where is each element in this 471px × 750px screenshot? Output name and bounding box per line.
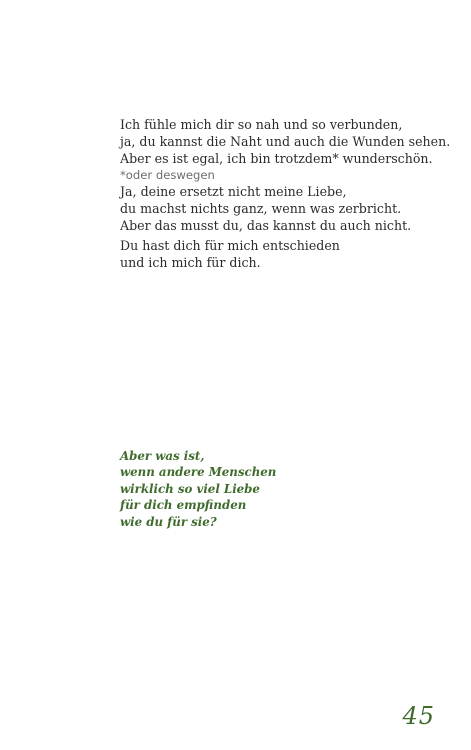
poem-line: Du hast dich für mich entschieden	[120, 238, 340, 253]
question-line: Aber was ist,	[120, 449, 205, 463]
poem-line: du machst nichts ganz, wenn was zerbricht.	[120, 200, 402, 216]
poem-line: Ich fühle mich dir so nah und so verbunden,	[120, 117, 403, 132]
poem-line: ja, du kannst die Naht und auch die Wunden sehen.	[120, 133, 451, 149]
question-line: wie du für sie?	[120, 514, 217, 529]
page-number: 45	[402, 702, 435, 730]
poem-line: Aber das musst du, das kannst du auch nicht.	[120, 217, 412, 233]
question-line: wenn andere Menschen	[120, 465, 277, 480]
poem-line: Ja, deine ersetzt nicht meine Liebe,	[120, 184, 347, 200]
poem-stanza-2	[120, 238, 340, 272]
poem-line: und ich mich für dich.	[120, 254, 261, 270]
question-line: wirklich so viel Liebe	[120, 481, 260, 496]
footnote-line: *oder deswegen	[120, 168, 215, 183]
highlighted-question	[120, 448, 276, 530]
poem-stanza-1	[120, 117, 450, 235]
poem-line: Aber es ist egal, ich bin trotzdem* wunderschön.	[120, 150, 433, 166]
question-line: für dich empfinden	[120, 498, 247, 513]
